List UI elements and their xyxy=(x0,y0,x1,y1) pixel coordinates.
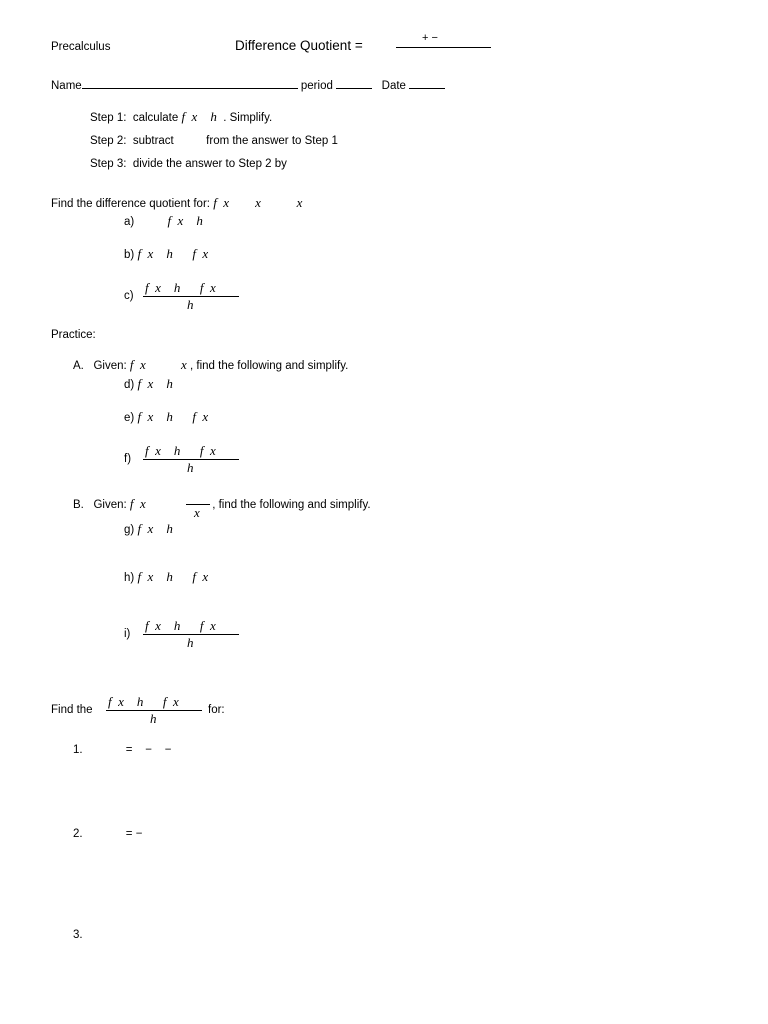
problem-label: 1. xyxy=(73,744,83,756)
fraction-denominator: h xyxy=(150,711,157,726)
item-label: g) xyxy=(124,524,135,536)
item-label: d) xyxy=(124,379,135,391)
given-function-tail: x xyxy=(181,357,187,372)
period-label: period xyxy=(300,80,333,92)
item-g xyxy=(124,522,173,537)
course-name: Precalculus xyxy=(51,41,111,53)
fraction-numerator: f x h f x xyxy=(145,443,216,458)
step-1 xyxy=(90,110,272,125)
given-label: Given: xyxy=(93,499,127,511)
step-3 xyxy=(90,157,287,171)
find-prompt-line xyxy=(51,196,302,211)
item-i-label: i) xyxy=(124,628,131,640)
practice-a-line xyxy=(73,358,348,373)
item-h xyxy=(124,570,208,585)
fraction-numerator: f x h f x xyxy=(145,280,216,295)
fraction-numerator: f x h f x xyxy=(108,694,179,709)
item-expr: f x h f x xyxy=(137,246,209,261)
practice-b-line xyxy=(73,497,371,512)
item-d xyxy=(124,377,173,392)
item-f-label: f) xyxy=(124,453,132,465)
item-label: h) xyxy=(124,572,135,584)
item-c-label: c) xyxy=(124,290,134,302)
date-field[interactable] xyxy=(409,88,445,89)
title-fraction-bar xyxy=(396,47,491,48)
step-text-after: . Simplify. xyxy=(223,112,273,124)
given-function: f x xyxy=(129,496,146,511)
find-prompt: Find the difference quotient for: xyxy=(51,198,210,210)
fraction-denominator: h xyxy=(187,635,194,650)
item-expr: f x h xyxy=(167,213,203,228)
step-2 xyxy=(90,134,338,148)
step-label: Step 2: xyxy=(90,135,127,147)
info-line xyxy=(51,79,445,93)
fraction-denominator: h xyxy=(187,460,194,475)
practice-b-label: B. xyxy=(73,499,84,511)
item-label: e) xyxy=(124,412,135,424)
step-text-after: from the answer to Step 1 xyxy=(206,135,338,147)
problem-expr: = − − xyxy=(125,744,172,756)
step-text: subtract xyxy=(132,135,174,147)
find-function: f x x x xyxy=(213,195,303,210)
problem-1 xyxy=(73,743,172,757)
item-label: a) xyxy=(124,216,135,228)
item-a xyxy=(124,214,203,229)
step-math: f x h xyxy=(181,109,217,124)
given-instructions: , find the following and simplify. xyxy=(190,360,349,372)
title-fraction-numerator: + − xyxy=(422,32,438,44)
fraction-numerator: f x h f x xyxy=(145,618,216,633)
given-label: Given: xyxy=(93,360,127,372)
fraction-denominator: x xyxy=(194,505,200,520)
fraction-denominator: h xyxy=(187,297,194,312)
item-expr: f x h xyxy=(137,376,173,391)
item-expr: f x h f x xyxy=(137,409,209,424)
step-label: Step 1: xyxy=(90,112,127,124)
practice-a-label: A. xyxy=(73,360,84,372)
item-expr: f x h f x xyxy=(137,569,209,584)
item-e xyxy=(124,410,208,425)
step-label: Step 3: xyxy=(90,158,127,170)
item-label: b) xyxy=(124,249,135,261)
problem-2 xyxy=(73,827,142,841)
step-text: calculate xyxy=(132,112,179,124)
final-suffix: for: xyxy=(208,704,225,716)
period-field[interactable] xyxy=(336,88,372,89)
item-expr: f x h xyxy=(137,521,173,536)
item-b xyxy=(124,247,208,262)
practice-heading: Practice: xyxy=(51,329,96,341)
given-instructions: , find the following and simplify. xyxy=(212,499,371,511)
final-prefix: Find the xyxy=(51,704,93,716)
problem-3 xyxy=(73,928,83,942)
given-function: f x xyxy=(129,357,146,372)
step-text: divide the answer to Step 2 by xyxy=(132,158,287,170)
date-label: Date xyxy=(381,80,406,92)
page-title: Difference Quotient = xyxy=(235,38,363,53)
problem-label: 2. xyxy=(73,828,83,840)
name-label: Name xyxy=(51,80,82,92)
problem-label: 3. xyxy=(73,929,83,941)
name-field[interactable] xyxy=(82,88,298,89)
problem-expr: = − xyxy=(125,828,143,840)
